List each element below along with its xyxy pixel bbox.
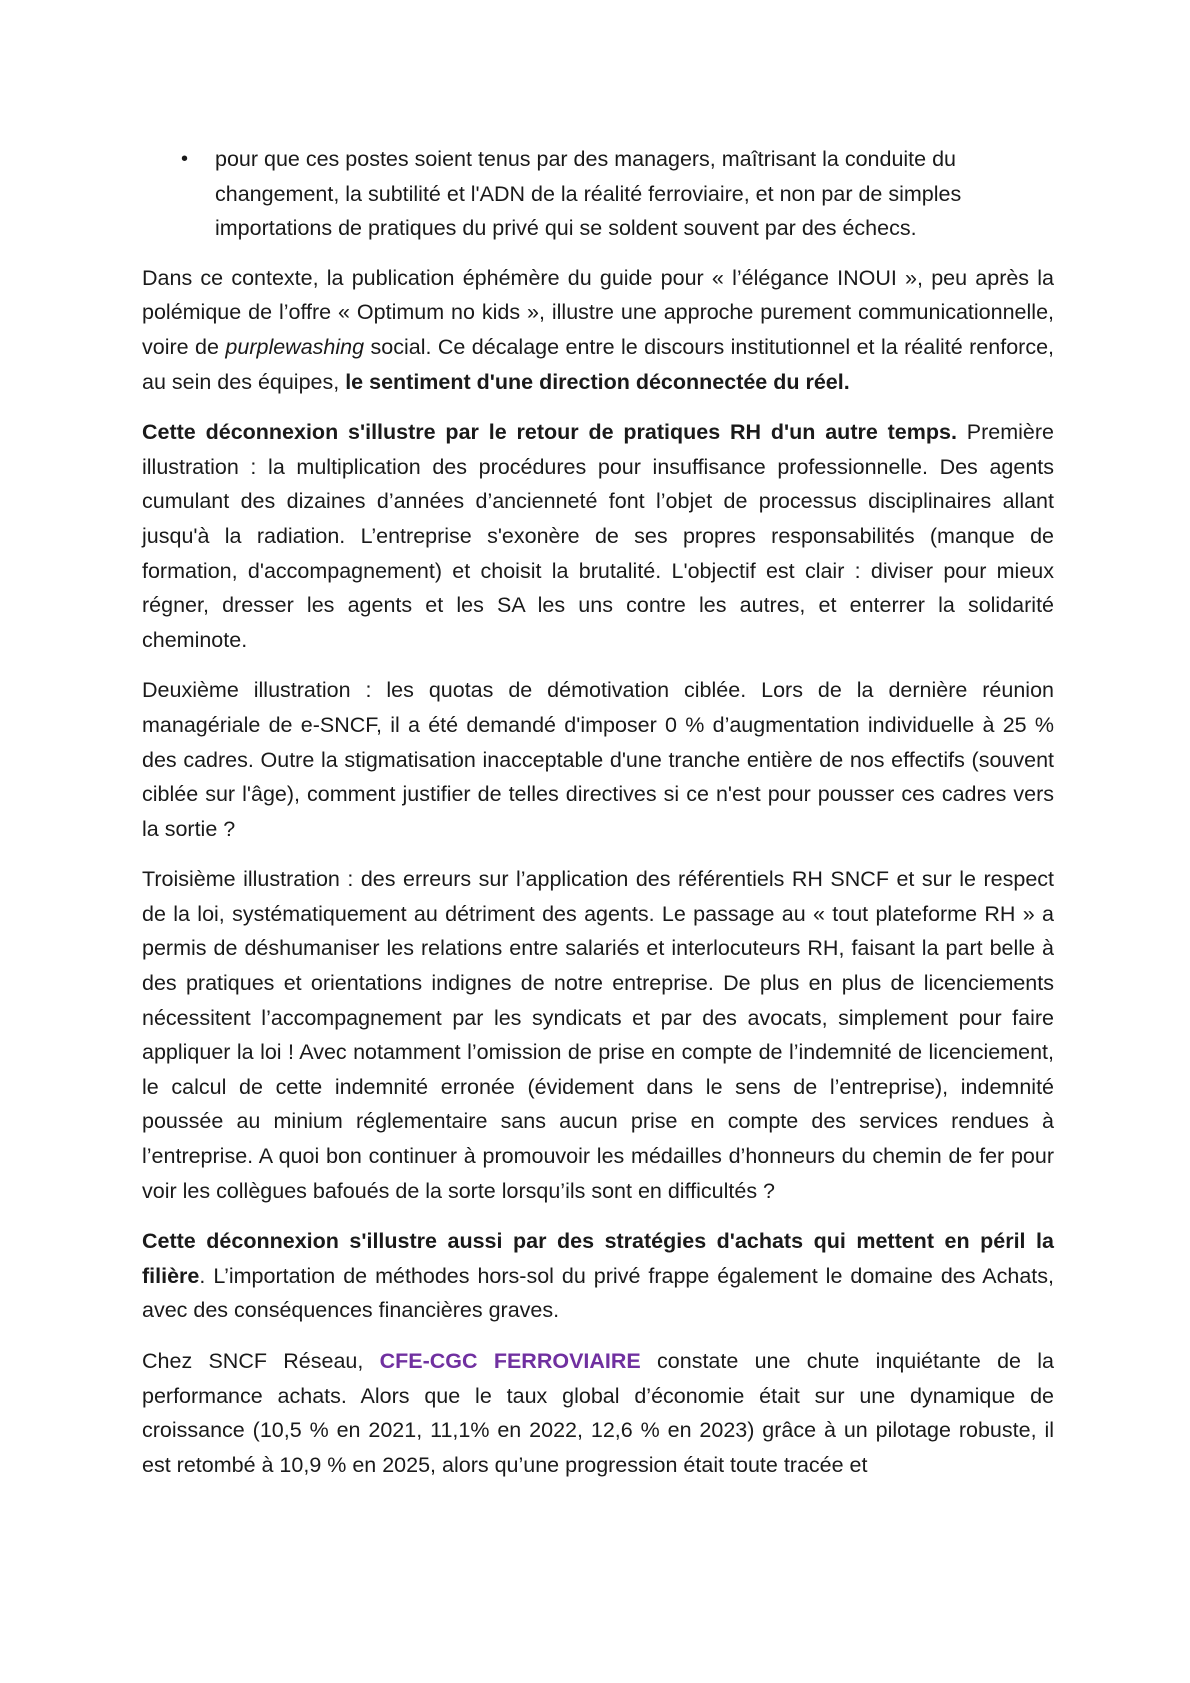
bullet-text: pour que ces postes soient tenus par des managers, maîtrisant la conduite du changement, la subtilité et l'ADN de la réalité ferroviaire, et non par de simples importations de pratiques du privé qui se soldent souvent par des échecs. <box>215 147 962 241</box>
paragraph-second-text: Deuxième illustration : les quotas de démotivation ciblée. Lors de la dernière réunion managériale de e-SNCF, il a été demandé d'imposer 0 % d’augmentation individuelle à 25 % des cadres. Outre la stigmatisation inacceptable d'une tranche entière de nos effectifs (souvent ciblée sur l'âge), comment justifier de telles directives si ce n'est pour pousser ces cadres vers la sortie ? <box>142 678 1054 841</box>
bullet-list <box>142 142 1054 246</box>
italic-term: purplewashing <box>225 334 365 359</box>
bullet-icon: • <box>181 148 189 170</box>
paragraph-rh-practices <box>142 415 1054 657</box>
paragraph-sncf-text: Chez SNCF Réseau, <box>142 1349 380 1373</box>
paragraph-context-text-2: social. Ce décalage entre le discours institutionnel et la réalité renforce, au sein des équipes, <box>142 334 1054 394</box>
bold-conclusion: le sentiment d'une direction déconnectée du réel. <box>345 369 850 394</box>
paragraph-rh-text: Première illustration : la multiplication des procédures pour insuffisance professionnelle. Des agents cumulant des dizaines d’années d’ancienneté font l’objet de processus disciplinaires allant jusqu'à la radiation. L’entreprise s'exonère de ses propres responsabilités (manque de formation, d'accompagnement) et choisit la brutalité. L'objectif est clair : diviser pour mieux régner, dresser les agents et les SA les uns contre les autres, et enterrer la solidarité cheminote. <box>142 420 1054 652</box>
document-body <box>142 142 1054 1498</box>
list-item <box>142 142 1054 246</box>
paragraph-purchasing-text: . L’importation de méthodes hors-sol du privé frappe également le domaine des Achats, avec des conséquences financières graves. <box>142 1263 1054 1323</box>
union-brand-name: CFE-CGC FERROVIAIRE <box>379 1349 641 1373</box>
bold-heading-rh: Cette déconnexion s'illustre par le retour de pratiques RH d'un autre temps. <box>142 420 957 445</box>
paragraph-sncf-text-2: constate une chute inquiétante de la performance achats. Alors que le taux global d’économie était sur une dynamique de croissance (10,5 % en 2021, 11,1% en 2022, 12,6 % en 2023) grâce à un pilotage robuste, il est retombé à 10,9 % en 2025, alors qu’une progression était toute tracée et <box>142 1349 1054 1477</box>
paragraph-third-illustration <box>142 862 1054 1208</box>
paragraph-third-text: Troisième illustration : des erreurs sur l’application des référentiels RH SNCF et sur le respect de la loi, systématiquement au détriment des agents. Le passage au « tout plateforme RH » a permis de déshumaniser les relations entre salariés et interlocuteurs RH, faisant la part belle à des pratiques et orientations indignes de notre entreprise. De plus en plus de licenciements nécessitent l’accompagnement par les syndicats et par des avocats, simplement pour faire appliquer la loi ! Avec notamment l’omission de prise en compte de l’indemnité de licenciement, le calcul de cette indemnité erronée (évidement dans le sens de l’entreprise), indemnité poussée au minium réglementaire sans aucun prise en compte des services rendues à l’entreprise. A quoi bon continuer à promouvoir les médailles d’honneurs du chemin de fer pour voir les collègues bafoués de la sorte lorsqu’ils sont en difficultés ? <box>142 867 1054 1203</box>
paragraph-sncf-reseau <box>142 1344 1054 1482</box>
paragraph-purchasing <box>142 1224 1054 1328</box>
paragraph-context-text: Dans ce contexte, la publication éphémère du guide pour « l’élégance INOUI », peu après la polémique de l’offre « Optimum no kids », illustre une approche purement communicationnelle, voire de <box>142 265 1054 359</box>
paragraph-context <box>142 261 1054 399</box>
paragraph-second-illustration <box>142 673 1054 846</box>
bold-heading-purchasing: Cette déconnexion s'illustre aussi par des stratégies d'achats qui mettent en péril la filière <box>142 1229 1054 1288</box>
